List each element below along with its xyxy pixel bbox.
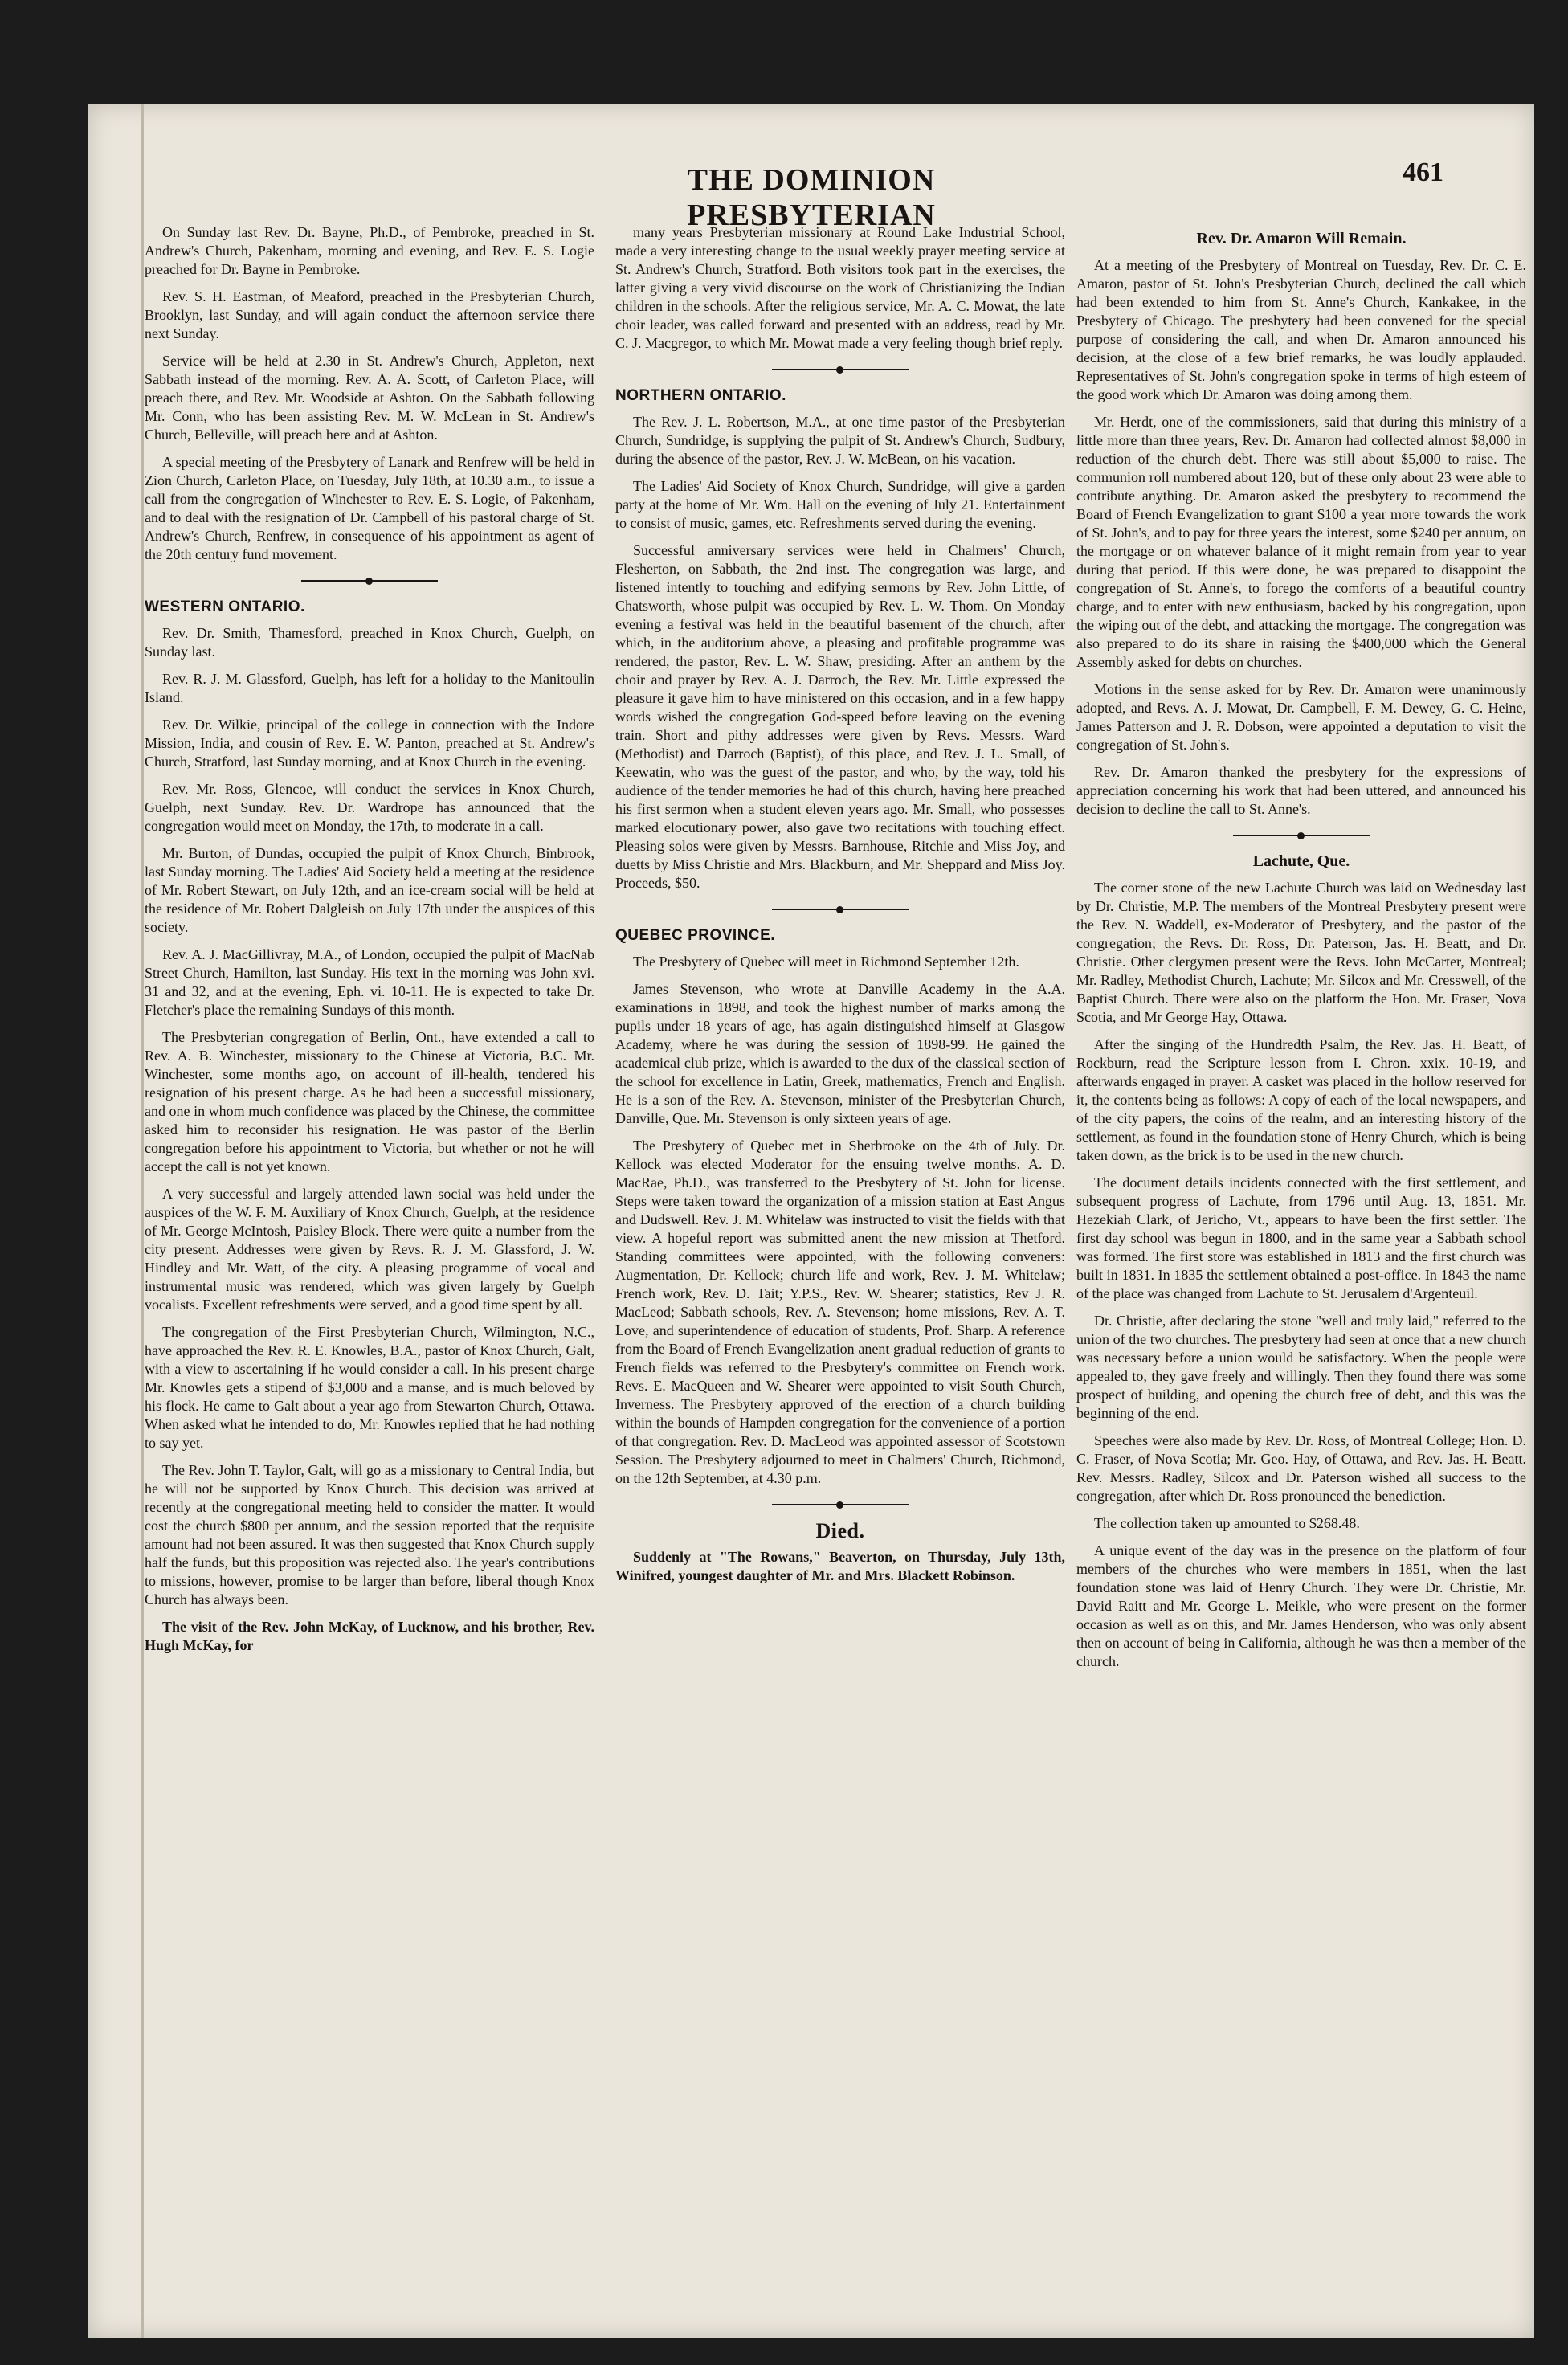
section-heading-died: Died. bbox=[815, 1519, 865, 1542]
section-divider bbox=[301, 575, 438, 586]
paragraph: many years Presbyterian missionary at Round Lake Industrial School, made a very interesting change to the usual weekly prayer meeting service at St. Andrew's Church, Stratford. Both visitors took part in the exercises, the latter giving a very vivid discourse on the work of Christianizing the Indian children in the schools. After the religious service, Mr. A. C. Mowat, the late choir leader, was called forward and presented with an address, read by Mr. C. J. Macgregor, to which Mr. Mowat made a very feeling though brief reply. bbox=[615, 224, 1065, 351]
paragraph: Motions in the sense asked for by Rev. Dr. Amaron were unanimously adopted, and Revs. A. J. Mowat, Dr. Campbell, F. M. Dewey, G. C. Heine, James Patterson and J. R. Dobson, were appointed a deputation to visit the congregation of St. John's. bbox=[1076, 681, 1526, 753]
paragraph: Mr. Herdt, one of the commissioners, said that during this ministry of a little more than three years, Rev. Dr. Amaron had collected almost $8,000 in reduction of the church debt. There was still about $5,000 to raise. The communion roll numbered about 120, but of these only about 23 were able to contribute anything. Dr. Amaron asked the presbytery to recommend the Board of French Evangelization to grant $100 a year more towards the work of St. John's, and to pay for three years the interest, some $240 per annum, on the mortgage or on whatever balance of it might remain from year to year during that period. If this were done, he was prepared to disappoint the congregation of St. Anne's, to forego the comforts of a beautiful country charge, and to enter with new enthusiasm, backed by his congregation, upon the wiping out of the debt, and attacking the mortgage. The congregation was also prepared to do its share in raising the $400,000 which the General Assembly asked for debts on churches. bbox=[1076, 414, 1526, 670]
column-3 bbox=[1076, 223, 1526, 1680]
column-1 bbox=[145, 223, 594, 1664]
paragraph: Rev. R. J. M. Glassford, Guelph, has left for a holiday to the Manitoulin Island. bbox=[145, 671, 594, 705]
page-fold-line bbox=[141, 104, 144, 2338]
paragraph: At a meeting of the Presbytery of Montreal on Tuesday, Rev. Dr. C. E. Amaron, pastor of St. John's Presbyterian Church, declined the call which had been extended to him from St. Anne's Church, Kankakee, in the Presbytery of Chicago. The presbytery had been convened for the special purpose of considering the call, and when Dr. Amaron announced his decision, at the close of a few brief remarks, he was loudly applauded. Representatives of St. John's congregation spoke in terms of high esteem of the good work which Dr. Amaron was doing among them. bbox=[1076, 257, 1526, 402]
newspaper-page bbox=[88, 104, 1534, 2338]
paragraph: After the singing of the Hundredth Psalm, the Rev. Jas. H. Beatt, of Rockburn, read the Scripture lesson from I. Chron. xxix. 10-19, and afterwards engaged in prayer. A casket was placed in the hollow reserved for it, the contents being as follows: A copy of each of the local newspapers, and of the city papers, the coins of the realm, and an interesting history of the settlement, as found in the foundation stone of Henry Church, which is being taken down, as the brick is to be used in the new church. bbox=[1076, 1036, 1526, 1163]
paragraph: Successful anniversary services were held in Chalmers' Church, Flesherton, on Sabbath, the 2nd inst. The congregation was large, and listened intently to touching and edifying sermons by Rev. John Little, of Chatsworth, whose pulpit was occupied by Rev. L. W. Thom. On Monday evening a festival was held in the beautiful basement of the church, after which, in the auditorium above, a pleasing and profitable programme was rendered, the pastor, Rev. L. W. Shaw, presiding. After an anthem by the choir and prayer by Rev. A. J. Darroch, the Rev. Mr. Little expressed the pleasure it gave him to have ministered on this occasion, and in a few happy words wished the congregation God-speed before leaving on the evening train. Short and pithy addresses were given by Revs. Messrs. Ward (Methodist) and Darroch (Baptist), of this place, and Rev. J. L. Small, of Keewatin, who was the guest of the pastor, and who, by the way, told his audience of the tender memories he had of this church, having here preached his first sermon when a student eleven years ago. Mr. Small, who possesses marked elocutionary power, also gave two recitations with touching effect. Pleasing solos were given by Messrs. Barnhouse, Ritchie and Miss Joy, and duetts by Miss Christie and Mrs. Blackburn, and Mr. Sheppard and Miss Joy. Proceeds, $50. bbox=[615, 542, 1065, 891]
paragraph: The Rev. John T. Taylor, Galt, will go as a missionary to Central India, but he will not be supported by Knox Church. This decision was arrived at recently at the congregational meeting held to consider the matter. It would cost the church $800 per annum, and the session reported that the requisite amount had not been assured. It was then suggested that Knox Church supply half the funds, but this proposition was rejected also. The year's contributions to missions, however, promise to be larger than before, liberal though Knox Church has always been. bbox=[145, 1462, 594, 1607]
paragraph: The Rev. J. L. Robertson, M.A., at one time pastor of the Presbyterian Church, Sundridge, is supplying the pulpit of St. Andrew's Church, Sudbury, during the absence of the pastor, Rev. J. W. McBean, on his vacation. bbox=[615, 414, 1065, 467]
section-heading-amaron: Rev. Dr. Amaron Will Remain. bbox=[1196, 230, 1407, 247]
section-divider bbox=[1233, 830, 1370, 841]
paragraph: The Presbytery of Quebec will meet in Richmond September 12th. bbox=[633, 954, 1019, 970]
paragraph: The Presbytery of Quebec met in Sherbrooke on the 4th of July. Dr. Kellock was elected Moderator for the ensuing twelve months. A. D. MacRae, Ph.D., was transferred to the Presbytery of St. John for license. Steps were taken toward the organization of a mission station at East Angus and Dudswell. Rev. J. M. Whitelaw was instructed to visit the fields with that view. A hopeful report was submitted anent the new mission at Thetford. Standing committees were appointed, with the following conveners: Augmentation, Dr. Kellock; church life and work, Rev. J. M. Whitelaw; French work, Rev. D. Tait; Y.P.S., Rev. W. Shearer; statistics, Rev J. R. MacLeod; Sabbath schools, Rev. A. Stevenson; home missions, Rev. A. T. Love, and superintendence of education of students, Prof. Sharp. A reference from the Board of French Evangelization anent gradual reduction of grants to French fields was referred to the Presbytery's committee on French work. Revs. E. MacQueen and W. Shearer were appointed to visit South Church, Inverness. The Presbytery approved of the erection of a church building within the bounds of Hampden congregation for the convenience of a portion of that congregation. Rev. D. MacLeod was appointed assessor of Scotstown Session. The Presbytery adjourned to meet in Chalmers' Church, Richmond, on the 12th September, at 4.30 p.m. bbox=[615, 1138, 1065, 1486]
paragraph: The congregation of the First Presbyterian Church, Wilmington, N.C., have approached the Rev. R. E. Knowles, B.A., pastor of Knox Church, Galt, with a view to ascertaining if he would consider a call. In his present charge Mr. Knowles gets a stipend of $3,000 and a manse, and is much beloved by his flock. He came to Galt about a year ago from Stewarton Church, Ottawa. When asked what he intended to do, Mr. Knowles replied that he had nothing to say yet. bbox=[145, 1324, 594, 1451]
column-2 bbox=[615, 223, 1065, 1594]
paragraph: Rev. Mr. Ross, Glencoe, will conduct the services in Knox Church, Guelph, next Sunday. Rev. Dr. Wardrope has announced that the congregation would meet on Monday, the 17th, to moderate in a call. bbox=[145, 781, 594, 834]
paragraph: The Ladies' Aid Society of Knox Church, Sundridge, will give a garden party at the home of Mr. Wm. Hall on the evening of July 21. Entertainment to consist of music, games, etc. Refreshments served during the evening. bbox=[615, 478, 1065, 531]
paragraph: Rev. A. J. MacGillivray, M.A., of London, occupied the pulpit of MacNab Street Church, Hamilton, last Sunday. His text in the morning was John xvi. 31 and 32, and at the evening, Eph. vi. 10-11. He is expected to take Dr. Fletcher's place the remaining Sundays of this month. bbox=[145, 946, 594, 1018]
section-heading-northern-ontario: NORTHERN ONTARIO. bbox=[615, 387, 786, 404]
paragraph: Rev. Dr. Amaron thanked the presbytery for the expressions of appreciation concerning his work that had been uttered, and announced his decision to decline the call to St. Anne's. bbox=[1076, 764, 1526, 817]
paragraph: The Presbyterian congregation of Berlin, Ont., have extended a call to Rev. A. B. Winchester, missionary to the Chinese at Victoria, B.C. Mr. Winchester, some months ago, on account of ill-health, tendered his resignation of his present charge. As he had been a successful missionary, and one in whom much confidence was placed by the Chinese, the committee asked him to reconsider his resignation. He was pastor of the Berlin congregation before his appointment to Victoria, but whether or not he will accept the call is not yet known. bbox=[145, 1029, 594, 1174]
paragraph: Service will be held at 2.30 in St. Andrew's Church, Appleton, next Sabbath instead of the morning. Rev. A. A. Scott, of Carleton Place, will preach there, and Rev. Mr. Woodside at Ashton. On the Sabbath following Mr. Conn, who has been assisting Rev. M. W. McLean in St. Andrew's Church, Belleville, will preach here and at Ashton. bbox=[145, 353, 594, 443]
paragraph: Rev. Dr. Smith, Thamesford, preached in Knox Church, Guelph, on Sunday last. bbox=[145, 625, 594, 660]
section-heading-western-ontario: WESTERN ONTARIO. bbox=[145, 598, 305, 615]
paragraph: A special meeting of the Presbytery of Lanark and Renfrew will be held in Zion Church, Carleton Place, on Tuesday, July 18th, at 10.30 a.m., to issue a call from the congregation of Winchester to Rev. E. S. Logie, of Pakenham, and to deal with the resignation of Dr. Campbell of his pastoral charge of St. Andrew's Church, Renfrew, in consequence of his appointment as agent of the 20th century fund movement. bbox=[145, 454, 594, 562]
running-title: THE DOMINION PRESBYTERIAN bbox=[687, 163, 936, 232]
paragraph: Speeches were also made by Rev. Dr. Ross, of Montreal College; Hon. D. C. Fraser, of Nova Scotia; Mr. Geo. Hay, of Ottawa, and Rev. Jas. H. Beatt. Rev. Messrs. Radley, Silcox and Dr. Paterson wished all success to the congregation, after which Dr. Ross pronounced the benediction. bbox=[1076, 1432, 1526, 1504]
page-number: 461 bbox=[1403, 157, 1443, 187]
paragraph: The document details incidents connected with the first settlement, and subsequent progress of Lachute, from 1796 until Aug. 13, 1851. Mr. Hezekiah Clark, of Jericho, Vt., appears to have been the first settler. The first day school was begun in 1800, and in the same year a Sabbath school was formed. The first store was established in 1813 and the first church was built in 1831. In 1835 the settlement obtained a post-office. In 1843 the name of the place was changed from Lachute to St. Jerusalem d'Argenteuil. bbox=[1076, 1174, 1526, 1301]
paragraph: Dr. Christie, after declaring the stone "well and truly laid," referred to the union of the two churches. The presbytery had seen at once that a new church was necessary before a union would be satisfactory. When the people were appealed to, they gave freely and willingly. Then they found there was some prospect of building, and opening the church free of debt, and this was the beginning of the end. bbox=[1076, 1313, 1526, 1421]
paragraph: On Sunday last Rev. Dr. Bayne, Ph.D., of Pembroke, preached in St. Andrew's Church, Pakenham, morning and evening, and Rev. E. S. Logie preached for Dr. Bayne in Pembroke. bbox=[145, 224, 594, 277]
section-divider bbox=[772, 1499, 909, 1510]
paragraph: A unique event of the day was in the presence on the platform of four members of the churches who were members in 1851, when the last foundation stone was laid of Henry Church. They were Dr. Christie, Mr. David Raitt and Mr. George L. Meikle, who were present on the former occasion as well as on this, and Mr. James Henderson, who was only absent then on account of being in California, although he was then a member of the church. bbox=[1076, 1542, 1526, 1669]
section-heading-lachute: Lachute, Que. bbox=[1252, 852, 1350, 870]
death-notice: Suddenly at "The Rowans," Beaverton, on Thursday, July 13th, Winifred, youngest daughter of Mr. and Mrs. Blackett Robinson. bbox=[615, 1549, 1065, 1583]
paragraph: James Stevenson, who wrote at Danville Academy in the A.A. examinations in 1898, and took the highest number of marks among the pupils under 18 years of age, has again distinguished himself at Glasgow Academy, where he was during the session of 1898-99. He gained the academical club prize, which is awarded to the dux of the classical section of the school for excellence in Latin, Greek, mathematics, French and English. He is a son of the Rev. A. Stevenson, minister of the Presbyterian Church, Danville, Que. Mr. Stevenson is only sixteen years of age. bbox=[615, 981, 1065, 1126]
section-heading-quebec-province: QUEBEC PROVINCE. bbox=[615, 927, 776, 944]
section-divider bbox=[772, 904, 909, 915]
paragraph: The collection taken up amounted to $268.48. bbox=[1094, 1515, 1360, 1531]
paragraph: Rev. S. H. Eastman, of Meaford, preached in the Presbyterian Church, Brooklyn, last Sunday, and will again conduct the afternoon service there next Sunday. bbox=[145, 288, 594, 341]
paragraph: Rev. Dr. Wilkie, principal of the college in connection with the Indore Mission, India, and cousin of Rev. E. W. Panton, preached at St. Andrew's Church, Stratford, last Sunday morning, and at Knox Church in the evening. bbox=[145, 717, 594, 770]
paragraph: Mr. Burton, of Dundas, occupied the pulpit of Knox Church, Binbrook, last Sunday morning. The Ladies' Aid Society held a meeting at the residence of Mr. Robert Stewart, on July 12th, and an ice-cream social will be held at the residence of Mr. Robert Dalgleish on July 17th under the auspices of this society. bbox=[145, 845, 594, 935]
section-divider bbox=[772, 364, 909, 375]
paragraph: The corner stone of the new Lachute Church was laid on Wednesday last by Dr. Christie, M.P. The members of the Montreal Presbytery present were the Rev. N. Waddell, ex-Moderator of Presbytery, and the pastor of the congregation; the Revs. Dr. Ross, Dr. Paterson, Jas. H. Beatt, and Dr. Christie. Other clergymen present were the Revs. John McCarter, Montreal; Mr. Radley, Methodist Church, Lachute; Mr. Silcox and Mr. Cresswell, of the Baptist Church. There were also on the platform the Hon. Mr. Fraser, Nova Scotia, and Mr George Hay, Ottawa. bbox=[1076, 880, 1526, 1025]
paragraph: A very successful and largely attended lawn social was held under the auspices of the W. F. M. Auxiliary of Knox Church, Guelph, at the residence of Mr. George McIntosh, Paisley Block. There were quite a number from the city present. Addresses were given by Revs. R. J. M. Glassford, J. W. Hindley and Mr. Watt, of the city. A pleasing programme of vocal and instrumental music was rendered, which was given largely by Guelph vocalists. Excellent refreshments were served, and a good time spent by all. bbox=[145, 1186, 594, 1313]
paragraph: The visit of the Rev. John McKay, of Lucknow, and his brother, Rev. Hugh McKay, for bbox=[145, 1619, 594, 1653]
